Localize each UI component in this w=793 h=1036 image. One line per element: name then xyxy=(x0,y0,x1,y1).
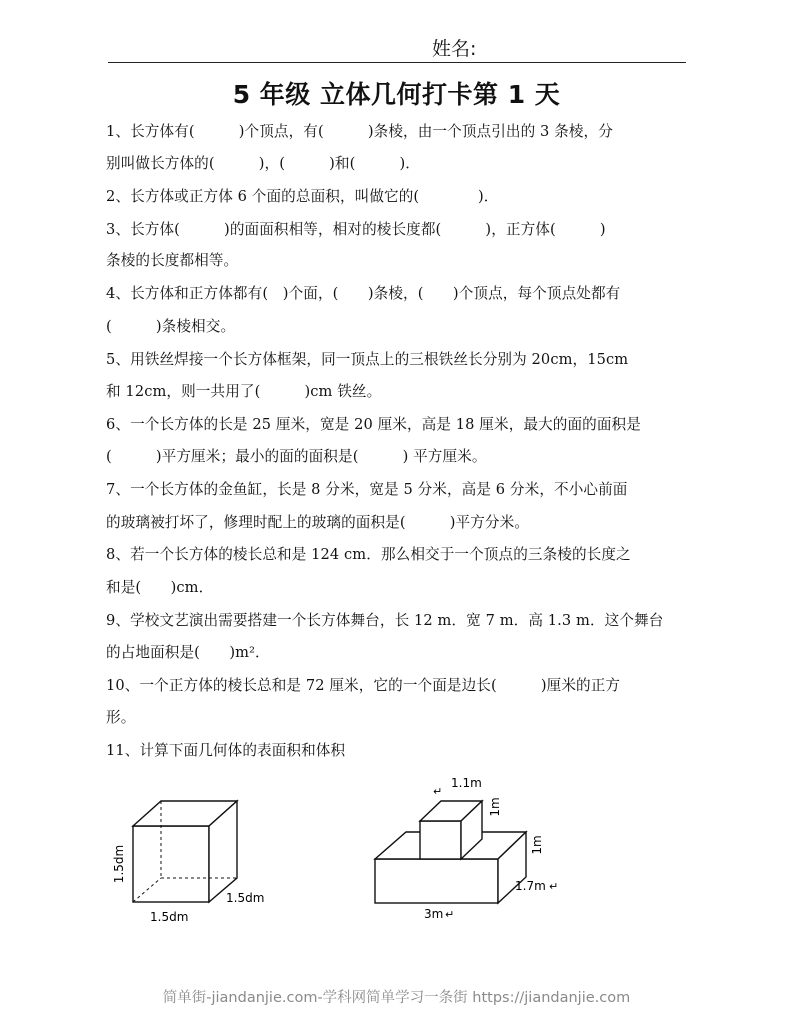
question-line: 11、计算下面几何体的表面积和体积 xyxy=(106,742,346,759)
cube-figure xyxy=(133,801,237,902)
question-line: 别叫做长方体的( )，( )和( )． xyxy=(106,155,420,172)
return-mark-icon: ↵ xyxy=(433,785,443,798)
question-line: 的玻璃被打坏了，修理时配上的玻璃的面积是( )平方分米。 xyxy=(106,514,530,531)
question-line: 和是( )cm． xyxy=(106,579,214,596)
base-front-face xyxy=(375,859,498,903)
question-line: 6、一个长方体的长是 25 厘米，宽是 20 厘米，高是 18 厘米，最大的面的面积是 xyxy=(106,416,641,433)
question-line: ( )平方厘米；最小的面的面积是( ) 平方厘米。 xyxy=(106,448,487,465)
base-length-label: 3m xyxy=(424,907,444,921)
question-line: 9、学校文艺演出需要搭建一个长方体舞台，长 12 m．宽 7 m．高 1.3 m．这个舞台 xyxy=(106,612,664,629)
geometry-figures xyxy=(0,760,793,960)
top-length-label: 1.1m xyxy=(451,776,482,790)
question-line: 和 12cm，则一共用了( )cm 铁丝。 xyxy=(106,383,382,400)
cube-height-label: 1.5dm xyxy=(112,844,126,884)
cube-depth-label: 1.5dm xyxy=(226,891,265,905)
base-height-label: 1m xyxy=(530,835,544,855)
worksheet-title: 5 年级 立体几何打卡第 1 天 xyxy=(232,80,561,109)
name-label: 姓名: xyxy=(432,38,477,60)
question-line: 形。 xyxy=(106,709,136,726)
name-underline xyxy=(108,34,686,63)
top-front-face xyxy=(420,821,461,859)
base-depth-label: 1.7m xyxy=(515,879,546,893)
return-mark-icon: ↵ xyxy=(445,908,455,921)
question-line: 的占地面积是( )m²． xyxy=(106,644,270,661)
question-line: 1、长方体有( )个顶点，有( )条棱，由一个顶点引出的 3 条棱，分 xyxy=(106,123,613,140)
question-line: 3、长方体( )的面面积相等，相对的棱长度都( )，正方体( ) xyxy=(106,221,606,238)
question-line: ( )条棱相交。 xyxy=(106,318,236,335)
question-line: 5、用铁丝焊接一个长方体框架，同一顶点上的三根铁丝长分别为 20cm，15cm xyxy=(106,351,629,368)
question-line: 条棱的长度都相等。 xyxy=(106,252,239,269)
question-line: 7、一个长方体的金鱼缸，长是 8 分米，宽是 5 分米，高是 6 分米，不小心前面 xyxy=(106,481,628,498)
return-mark-icon: ↵ xyxy=(549,880,559,893)
cube-front-face xyxy=(133,826,209,902)
question-line: 4、长方体和正方体都有( )个面，( )条棱，( )个顶点，每个顶点处都有 xyxy=(106,285,621,302)
top-height-label: 1m xyxy=(488,797,502,817)
stacked-boxes-figure xyxy=(375,801,526,903)
question-line: 2、长方体或正方体 6 个面的总面积，叫做它的( )． xyxy=(106,188,499,205)
cube-width-label: 1.5dm xyxy=(150,910,189,924)
question-line: 8、若一个长方体的棱长总和是 124 cm．那么相交于一个顶点的三条棱的长度之 xyxy=(106,546,631,563)
footer-watermark: 简单街-jiandanjie.com-学科网简单学习一条街 https://jiandanjie.com xyxy=(162,990,631,1006)
question-line: 10、一个正方体的棱长总和是 72 厘米，它的一个面是边长( )厘米的正方 xyxy=(106,677,621,694)
